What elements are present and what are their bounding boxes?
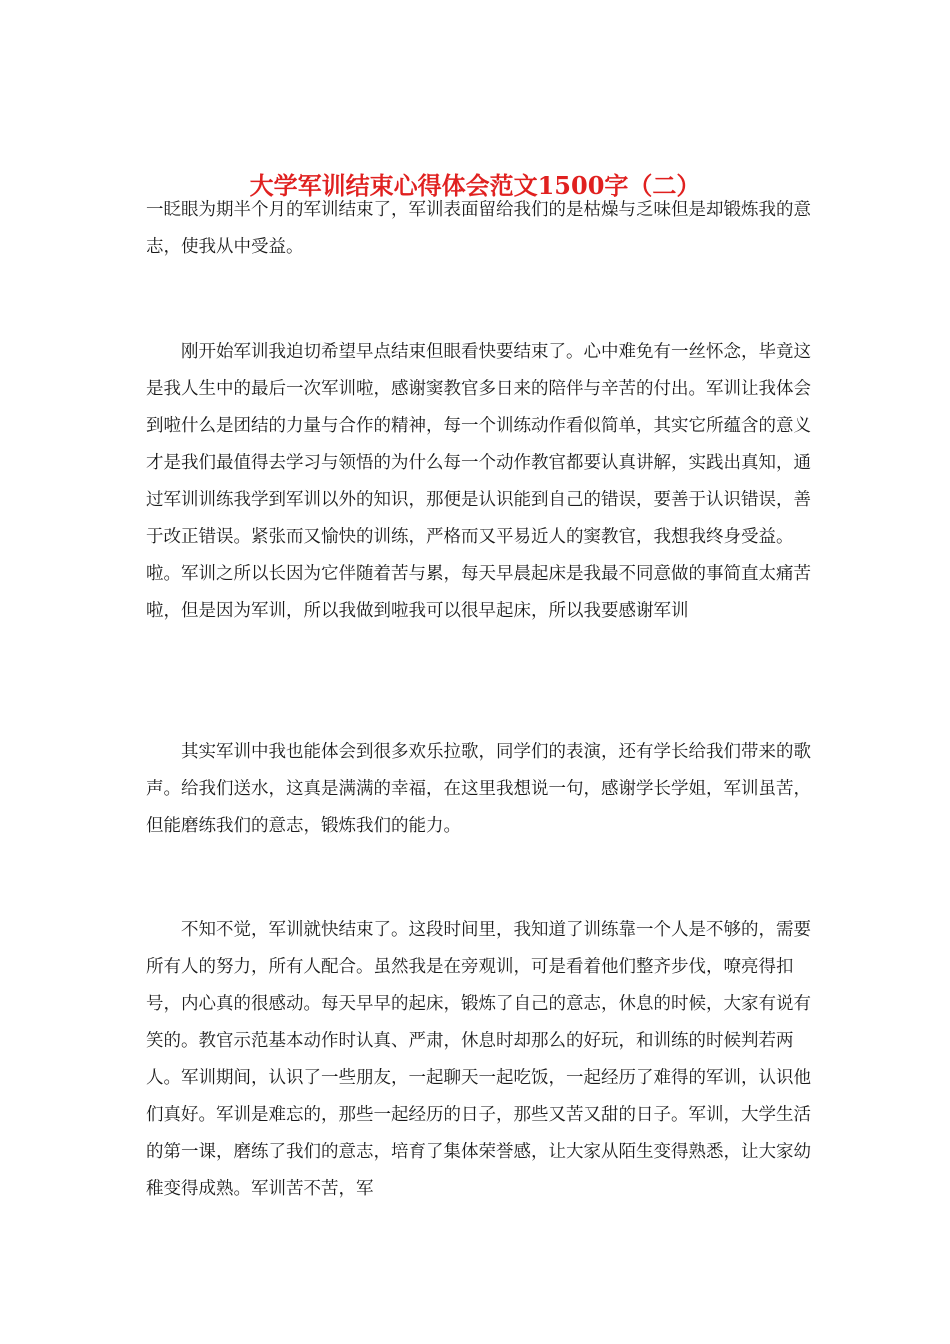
paragraph-4: 不知不觉，军训就快结束了。这段时间里，我知道了训练靠一个人是不够的，需要所有人的努力，所有人配合。虽然我是在旁观训，可是看着他们整齐步伐，嘹亮得扣号，内心真的很感动。每天早早的起床，锻炼了自己的意志，休息的时候，大家有说有笑的。教官示范基本动作时认真、严肃，休息时却那么的好玩，和训练的时候判若两人。军训期间，认识了一些朋友，一起聊天一起吃饭，一起经历了难得的军训，认识他们真好。军训是难忘的，那些一起经历的日子，那些又苦又甜的日子。军训，大学生活的第一课，磨练了我们的意志，培育了集体荣誉感，让大家从陌生变得熟悉，让大家幼稚变得成熟。军训苦不苦，军: [146, 920, 811, 1199]
document-title: 大学军训结束心得体会范文1500字（二）: [249, 171, 701, 201]
paragraph-2: 刚开始军训我迫切希望早点结束但眼看快要结束了。心中难免有一丝怀念，毕竟这是我人生中的最后一次军训啦，感谢窦教官多日来的陪伴与辛苦的付出。军训让我体会到啦什么是团结的力量与合作的精神，每一个训练动作看似简单，其实它所蕴含的意义才是我们最值得去学习与领悟的为什么每一个动作教官都要认真讲解，实践出真知，通过军训训练我学到军训以外的知识，那便是认识能到自己的错误，要善于认识错误，善于改正错误。紧张而又愉快的训练，严格而又平易近人的窦教官，我想我终身受益。啦。军训之所以长因为它伴随着苦与累，每天早晨起床是我最不同意做的事简直太痛苦啦，但是因为军训，所以我做到啦我可以很早起床，所以我要感谢军训: [146, 342, 811, 621]
paragraph-intro: 一眨眼为期半个月的军训结束了，军训表面留给我们的是枯燥与乏味但是却锻炼我的意志，使我从中受益。: [146, 200, 811, 257]
paragraph-3: 其实军训中我也能体会到很多欢乐拉歌，同学们的表演，还有学长给我们带来的歌声。给我们送水，这真是满满的幸福，在这里我想说一句，感谢学长学姐，军训虽苦，但能磨练我们的意志，锻炼我们的能力。: [146, 742, 811, 836]
